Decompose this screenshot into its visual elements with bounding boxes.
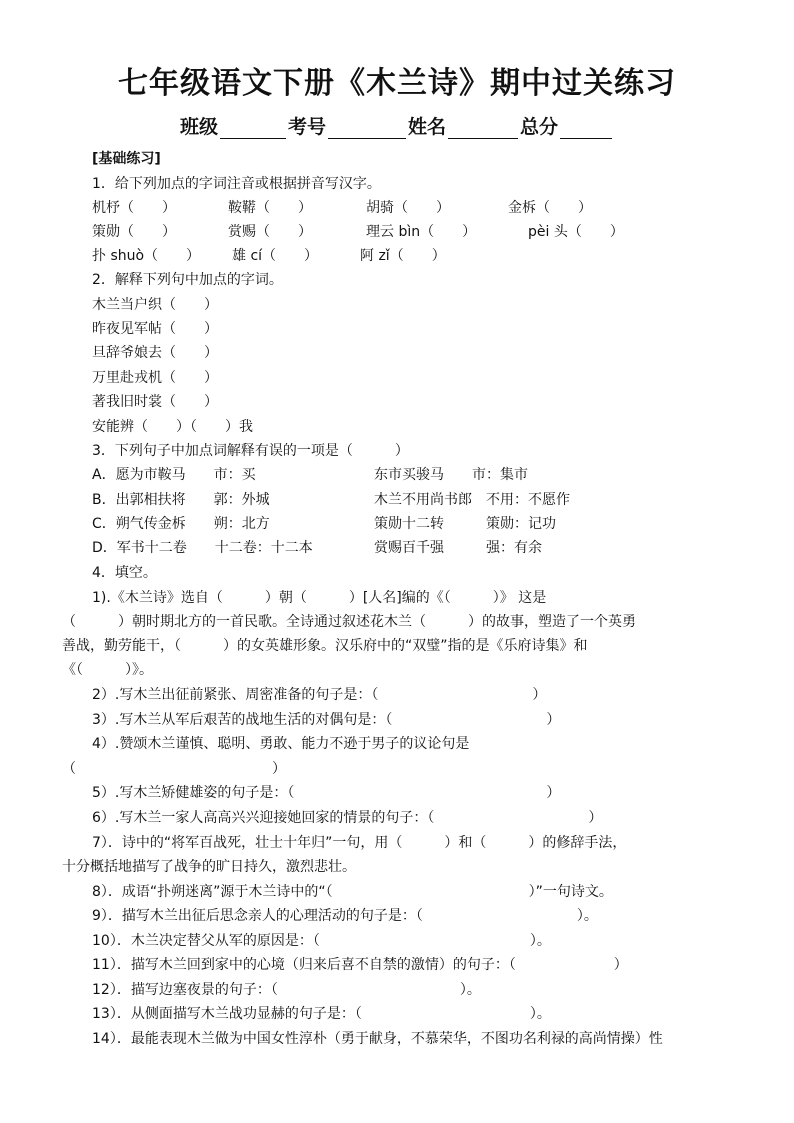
q2-item: 昨夜见军帖（ ） xyxy=(92,321,218,337)
q4-line: 12）．描写边塞夜景的句子：（ ）。 xyxy=(92,982,481,998)
q1-item: 鞍鞯（ ） xyxy=(228,200,312,216)
class-blank[interactable] xyxy=(220,120,286,139)
q4-line: 9）．描写木兰出征后思念亲人的心理活动的句子是：（ ）。 xyxy=(92,908,598,924)
student-info-header xyxy=(0,112,794,139)
q3-option-b-right: 木兰不用尚书郎 不用：不愿作 xyxy=(374,492,570,508)
q4-line: 13）．从侧面描写木兰战功显赫的句子是：（ ）。 xyxy=(92,1006,551,1022)
q2-item: 万里赴戎机（ ） xyxy=(92,370,218,386)
section-heading: [基础练习] xyxy=(92,151,161,167)
q3-option-b-left: B．出郭相扶将 郭：外城 xyxy=(92,492,270,508)
q4-line: 11）．描写木兰回到家中的心境（归来后喜不自禁的激情）的句子：（ ） xyxy=(92,957,628,973)
q2-item: 旦辞爷娘去（ ） xyxy=(92,345,218,361)
q1-item: pèi 头（ ） xyxy=(528,224,624,240)
q1-item: 阿 zǐ（ ） xyxy=(360,248,446,264)
q4-line: 5）.写木兰矫健雄姿的句子是：（ ） xyxy=(92,785,561,801)
q1-item: 机杼（ ） xyxy=(92,200,176,216)
q1-item: 策勋（ ） xyxy=(92,224,176,240)
q3-option-c-right: 策勋十二转 策勋：记功 xyxy=(374,516,556,532)
q2-stem: 2．解释下列句中加点的字词。 xyxy=(92,272,283,288)
q1-item: 金柝（ ） xyxy=(508,200,592,216)
q4-stem: 4．填空。 xyxy=(92,565,157,581)
q4-line: 2）.写木兰出征前紧张、周密准备的句子是：（ ） xyxy=(92,687,547,703)
exam-no-label: 考号 xyxy=(287,116,326,138)
name-label: 姓名 xyxy=(408,116,447,138)
q2-item: 著我旧时裳（ ） xyxy=(92,394,218,410)
q4-line: 4）.赞颂木兰谨慎、聪明、勇敢、能力不逊于男子的议论句是 xyxy=(92,736,470,752)
q2-item: 木兰当户织（ ） xyxy=(92,297,218,313)
class-label: 班级 xyxy=(179,116,218,138)
q4-line: 6）.写木兰一家人高高兴兴迎接她回家的情景的句子：（ ） xyxy=(92,810,603,826)
q4-line: 7）．诗中的“将军百战死，壮士十年归”一句，用（ ）和（ ）的修辞手法， xyxy=(92,835,627,851)
q4-line: 14）．最能表现木兰做为中国女性淳朴（勇于献身，不慕荣华，不图功名利禄的高尚情操）性 xyxy=(92,1031,663,1047)
q4-line: （ ）朝时期北方的一首民歌。全诗通过叙述花木兰（ ）的故事，塑造了一个英勇 xyxy=(62,614,636,630)
q3-option-d-left: D．军书十二卷 十二卷：十二本 xyxy=(92,540,313,556)
q4-line: 善战，勤劳能干，（ ）的女英雄形象。汉乐府中的“双璧”指的是《乐府诗集》和 xyxy=(62,638,588,654)
page-title: 七年级语文下册《木兰诗》期中过关练习 xyxy=(118,66,676,101)
q1-item: 赏赐（ ） xyxy=(228,224,312,240)
q2-item: 安能辨（ ）（ ）我 xyxy=(92,419,253,435)
q3-option-a-right: 东市买骏马 市：集市 xyxy=(374,467,528,483)
q4-line: 十分概括地描写了战争的旷日持久，激烈悲壮。 xyxy=(62,859,356,875)
q3-option-d-right: 赏赐百千强 强：有余 xyxy=(374,540,542,556)
q1-item: 雄 cí（ ） xyxy=(232,248,319,264)
score-blank[interactable] xyxy=(560,120,612,139)
q4-line: 8）．成语“扑朔迷离”源于木兰诗中的“（ ）”一句诗文。 xyxy=(92,884,613,900)
q3-stem: 3．下列句子中加点词解释有误的一项是（ ） xyxy=(92,443,409,459)
q4-line: 10）．木兰决定替父从军的原因是：（ ）。 xyxy=(92,933,551,949)
name-blank[interactable] xyxy=(448,120,518,139)
q1-item: 扑 shuò（ ） xyxy=(92,248,201,264)
q1-item: 理云 bìn（ ） xyxy=(366,224,477,240)
q3-option-a-left: A．愿为市鞍马 市：买 xyxy=(92,467,256,483)
q4-line: （ ） xyxy=(62,761,286,777)
q4-line: 1).《木兰诗》选自（ ）朝（ ）[人名]编的《（ ）》 这是 xyxy=(92,590,547,606)
score-label: 总分 xyxy=(520,116,559,138)
q4-line: 3）.写木兰从军后艰苦的战地生活的对偶句是：（ ） xyxy=(92,712,561,728)
exam-no-blank[interactable] xyxy=(328,120,406,139)
q1-item: 胡骑（ ） xyxy=(366,200,450,216)
q4-line: 《（ ）》。 xyxy=(62,662,153,678)
q1-stem: 1．给下列加点的字词注音或根据拼音写汉字。 xyxy=(92,176,381,192)
q3-option-c-left: C．朔气传金柝 朔：北方 xyxy=(92,516,270,532)
